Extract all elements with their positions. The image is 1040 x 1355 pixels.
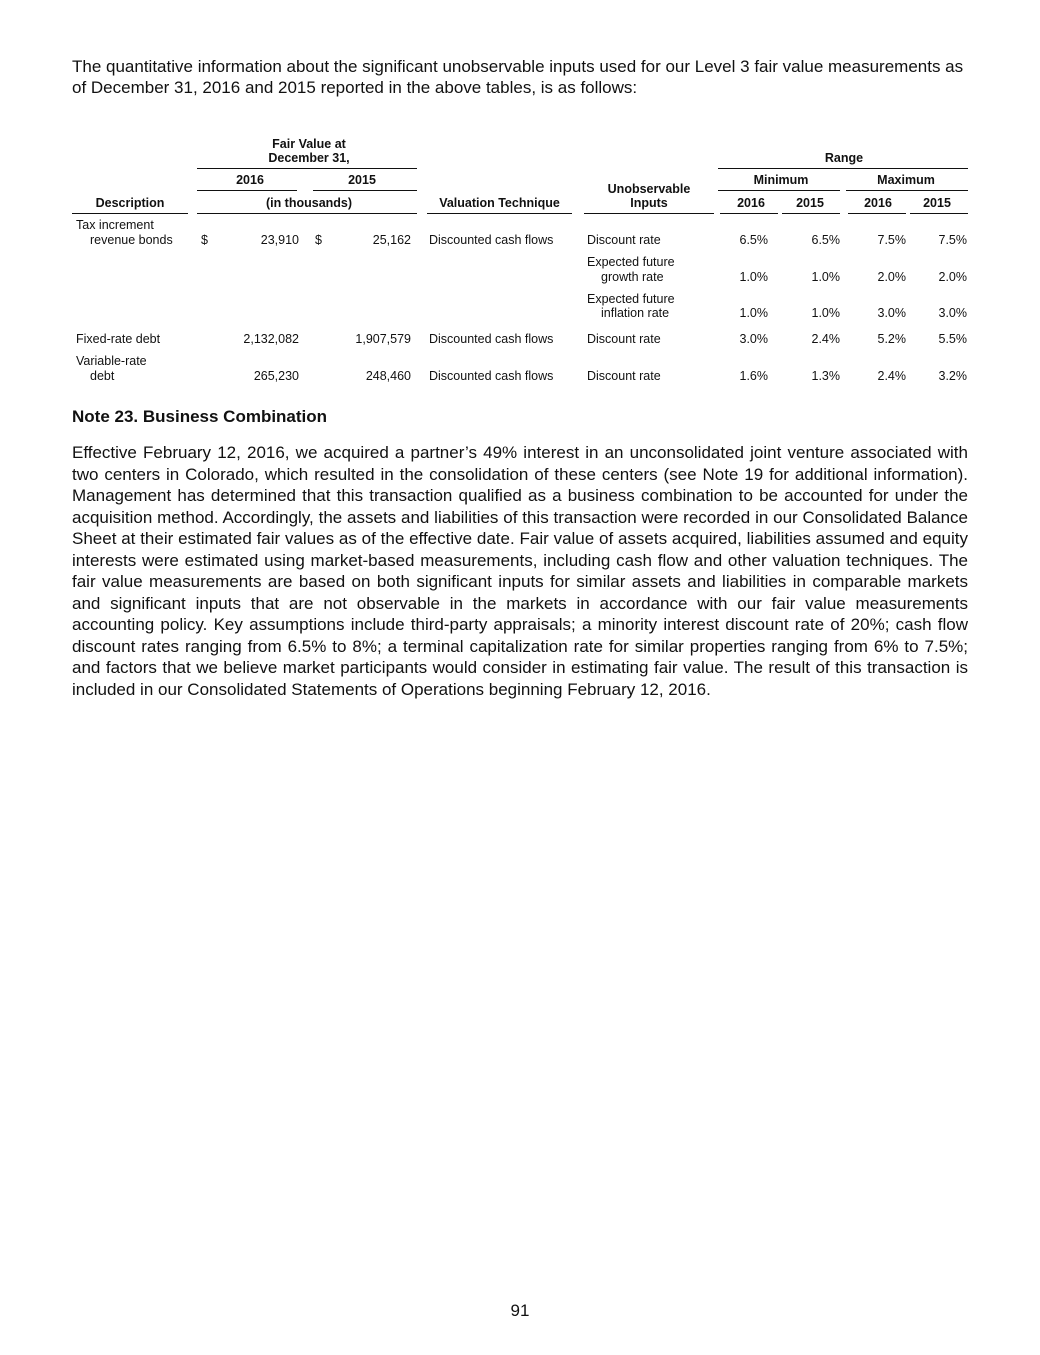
header-rule-maximum <box>846 190 968 191</box>
header-unobservable-line1: Unobservable <box>607 182 691 196</box>
row-tax-increment-growth-max-2016: 2.0% <box>877 270 906 284</box>
row-tax-increment-value-2015: 25,162 <box>372 233 411 247</box>
row-tax-increment-input-discount-rate: Discount rate <box>587 233 661 247</box>
header-unobservable-line2: Inputs <box>630 196 668 210</box>
row-tax-increment-inflation-max-2016: 3.0% <box>877 306 906 320</box>
row-tax-increment-discount-max-2015: 7.5% <box>938 233 967 247</box>
row-tax-increment-input-inflation-line1: Expected future <box>587 292 675 306</box>
row-variable-rate-min-2016: 1.6% <box>739 369 768 383</box>
row-fixed-rate-max-2015: 5.5% <box>938 332 967 346</box>
row-variable-rate-value-2016: 265,230 <box>253 369 299 383</box>
row-variable-rate-desc-line2: debt <box>90 369 115 383</box>
header-rule-description <box>72 213 188 214</box>
row-fixed-rate-input: Discount rate <box>587 332 661 346</box>
header-rule-minimum <box>718 190 840 191</box>
header-fair-value-line1: Fair Value at <box>272 137 346 151</box>
header-max-2016: 2016 <box>864 196 892 210</box>
row-fixed-rate-desc: Fixed-rate debt <box>76 332 161 346</box>
header-rule-2015 <box>313 190 417 191</box>
header-range: Range <box>824 151 864 165</box>
row-tax-increment-growth-min-2016: 1.0% <box>739 270 768 284</box>
row-tax-increment-value-2016: 23,910 <box>260 233 299 247</box>
row-tax-increment-growth-min-2015: 1.0% <box>811 270 840 284</box>
row-tax-increment-inflation-min-2016: 1.0% <box>739 306 768 320</box>
page-number: 91 <box>510 1301 530 1320</box>
row-tax-increment-discount-max-2016: 7.5% <box>877 233 906 247</box>
row-fixed-rate-min-2015: 2.4% <box>811 332 840 346</box>
header-year-2015: 2015 <box>348 173 376 187</box>
row-tax-increment-inflation-min-2015: 1.0% <box>811 306 840 320</box>
row-tax-increment-input-growth-line2: growth rate <box>601 270 664 284</box>
header-rule-fair-value <box>197 168 417 169</box>
header-min-2016: 2016 <box>737 196 765 210</box>
row-fixed-rate-max-2016: 5.2% <box>877 332 906 346</box>
row-variable-rate-value-2015: 248,460 <box>365 369 411 383</box>
header-fair-value-line2: December 31, <box>268 151 350 165</box>
row-fixed-rate-value-2015: 1,907,579 <box>355 332 411 346</box>
row-variable-rate-input: Discount rate <box>587 369 661 383</box>
row-variable-rate-technique: Discounted cash flows <box>429 369 554 383</box>
row-tax-increment-input-growth-line1: Expected future <box>587 255 675 269</box>
header-min-2015: 2015 <box>796 196 824 210</box>
row-variable-rate-min-2015: 1.3% <box>811 369 840 383</box>
header-rule-max-2015 <box>910 213 968 214</box>
header-rule-units <box>197 213 417 214</box>
note-body: Effective February 12, 2016, we acquired a partner’s 49% interest in an unconsolidated joint venture associated with two centers in Colorado, which resulted in the consolidation of these centers (see Note 19 for additional information). Management has determined that this transaction qualified as a business combination to be accounted for under the acquisition method. Accordingly, the assets and liabilities of this transaction were recorded in our Consolidated Balance Sheet at their estimated fair values as of the effective date. Fair value of assets acquired, liabilities assumed and equity interests were estimated using market-based measurements, including cash flow and other valuation techniques. The fair value measurements are based on both significant inputs for similar assets and liabilities in comparable markets and significant inputs that are not observable in the markets in accordance with our fair value measurements accounting policy. Key assumptions include third-party appraisals; a minority interest discount rate of 20%; cash flow discount rates ranging from 6.5% to 8%; a terminal capitalization rate for similar properties ranging from 6% to 7.5%; and factors that we believe market participants would consider in estimating fair value. The result of this transaction is included in our Consolidated Statements of Operations beginning February 12, 2016. <box>72 443 968 699</box>
header-maximum: Maximum <box>877 173 935 187</box>
header-rule-technique <box>427 213 572 214</box>
row-fixed-rate-min-2016: 3.0% <box>739 332 768 346</box>
row-tax-increment-discount-min-2015: 6.5% <box>811 233 840 247</box>
row-variable-rate-desc-line1: Variable-rate <box>76 354 147 368</box>
row-tax-increment-dollar-2015: $ <box>315 233 322 247</box>
row-tax-increment-technique: Discounted cash flows <box>429 233 554 247</box>
header-rule-min-2016 <box>720 213 778 214</box>
row-tax-increment-desc-line1: Tax increment <box>76 218 154 232</box>
note-title: Note 23. Business Combination <box>72 407 328 426</box>
row-tax-increment-discount-min-2016: 6.5% <box>739 233 768 247</box>
header-minimum: Minimum <box>753 173 809 187</box>
row-tax-increment-inflation-max-2015: 3.0% <box>938 306 967 320</box>
header-year-2016: 2016 <box>236 173 264 187</box>
header-rule-inputs <box>584 213 714 214</box>
fair-value-inputs-table <box>0 0 1040 400</box>
header-max-2015: 2015 <box>923 196 951 210</box>
row-tax-increment-growth-max-2015: 2.0% <box>938 270 967 284</box>
header-rule-range <box>718 168 968 169</box>
header-units: (in thousands) <box>265 196 353 210</box>
header-rule-2016 <box>197 190 297 191</box>
header-valuation-technique: Valuation Technique <box>439 196 560 210</box>
header-rule-max-2016 <box>848 213 906 214</box>
row-fixed-rate-value-2016: 2,132,082 <box>243 332 299 346</box>
row-tax-increment-dollar-2016: $ <box>201 233 208 247</box>
row-tax-increment-desc-line2: revenue bonds <box>90 233 173 247</box>
row-fixed-rate-technique: Discounted cash flows <box>429 332 554 346</box>
header-rule-min-2015 <box>782 213 840 214</box>
header-description: Description <box>95 196 165 210</box>
row-variable-rate-max-2016: 2.4% <box>877 369 906 383</box>
row-variable-rate-max-2015: 3.2% <box>938 369 967 383</box>
row-tax-increment-input-inflation-line2: inflation rate <box>601 306 670 320</box>
intro-paragraph: The quantitative information about the significant unobservable inputs used for our Level 3 fair value measurements as of December 31, 2016 and 2015 reported in the above tables, is as follows: <box>72 57 964 97</box>
